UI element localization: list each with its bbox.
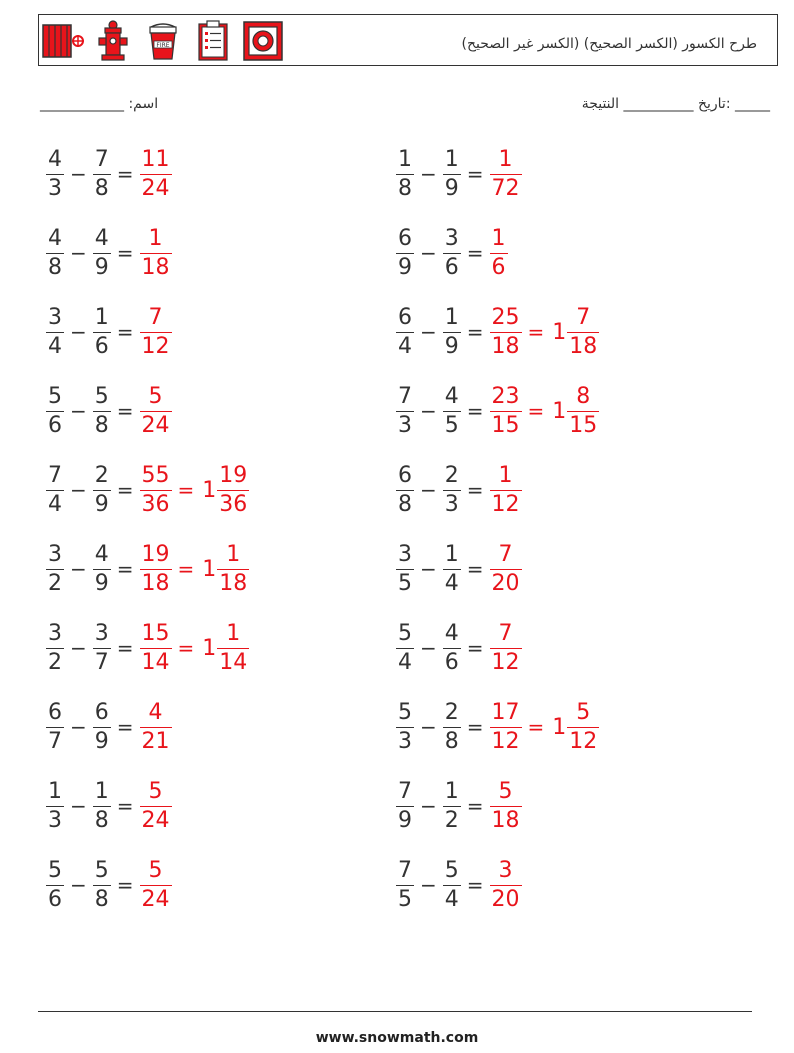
problem-row	[396, 776, 522, 836]
numerator: 7	[498, 541, 513, 567]
minus-sign: −	[70, 478, 87, 502]
fire-bucket-icon	[141, 19, 185, 63]
numerator: 1	[444, 541, 459, 567]
numerator: 3	[48, 620, 62, 646]
numerator: 4	[444, 620, 459, 646]
second-fraction	[93, 541, 111, 596]
equals-sign: =	[116, 636, 134, 660]
minus-sign: −	[420, 399, 437, 423]
mixed-fraction-part	[567, 699, 599, 754]
problem-row	[396, 381, 599, 441]
worksheet-header	[38, 14, 778, 66]
answer-fraction	[490, 225, 508, 280]
header-icons	[41, 19, 285, 63]
equals-sign: =	[466, 636, 484, 660]
numerator: 8	[576, 383, 591, 409]
denominator: 18	[491, 333, 520, 359]
denominator: 12	[491, 728, 520, 754]
numerator: 5	[444, 857, 459, 883]
denominator: 3	[48, 807, 62, 833]
mixed-number-answer	[550, 383, 599, 438]
mixed-number-answer	[200, 620, 249, 675]
second-fraction	[93, 857, 111, 912]
minus-sign: −	[70, 715, 87, 739]
fire-alarm-button-icon	[241, 19, 285, 63]
numerator: 19	[219, 462, 248, 488]
problem-row	[396, 302, 599, 362]
mixed-fraction-part	[567, 383, 599, 438]
denominator: 6	[94, 333, 109, 359]
denominator: 2	[444, 807, 459, 833]
problem-row	[396, 144, 522, 204]
numerator: 5	[94, 857, 109, 883]
denominator: 9	[94, 570, 109, 596]
first-fraction	[46, 383, 64, 438]
numerator: 7	[48, 462, 62, 488]
second-fraction	[443, 225, 461, 280]
answer-fraction	[140, 304, 172, 359]
numerator: 1	[498, 146, 513, 172]
numerator: 5	[398, 620, 412, 646]
minus-sign: −	[420, 794, 437, 818]
problem-row	[46, 144, 172, 204]
equals-sign: =	[466, 241, 484, 265]
answer-fraction	[490, 304, 522, 359]
denominator: 5	[398, 570, 412, 596]
answer-fraction	[490, 778, 522, 833]
numerator: 1	[48, 778, 62, 804]
equals-sign: =	[527, 715, 545, 739]
numerator: 1	[444, 146, 459, 172]
numerator: 23	[491, 383, 520, 409]
denominator: 12	[491, 649, 520, 675]
numerator: 4	[94, 541, 109, 567]
equals-sign: =	[177, 478, 195, 502]
answer-fraction	[490, 462, 522, 517]
answer-fraction	[140, 620, 172, 675]
minus-sign: −	[70, 241, 87, 265]
score-field: __________ النتيجة	[581, 96, 694, 112]
denominator: 4	[444, 886, 459, 912]
equals-sign: =	[177, 636, 195, 660]
minus-sign: −	[420, 873, 437, 897]
answer-fraction	[140, 146, 172, 201]
denominator: 8	[444, 728, 459, 754]
denominator: 3	[48, 175, 62, 201]
equals-sign: =	[466, 320, 484, 344]
second-fraction	[93, 383, 111, 438]
first-fraction	[46, 778, 64, 833]
numerator: 2	[94, 462, 109, 488]
problem-row	[396, 223, 508, 283]
minus-sign: −	[420, 478, 437, 502]
minus-sign: −	[70, 873, 87, 897]
denominator: 14	[141, 649, 170, 675]
denominator: 3	[398, 728, 412, 754]
problem-row	[46, 697, 172, 757]
equals-sign: =	[466, 715, 484, 739]
denominator: 9	[94, 728, 109, 754]
answer-fraction	[490, 857, 522, 912]
second-fraction	[93, 225, 111, 280]
mixed-number-answer	[550, 304, 599, 359]
second-fraction	[93, 778, 111, 833]
minus-sign: −	[420, 241, 437, 265]
denominator: 14	[219, 649, 248, 675]
second-fraction	[443, 146, 461, 201]
mixed-number-answer	[200, 462, 249, 517]
denominator: 21	[141, 728, 170, 754]
answer-fraction	[490, 620, 522, 675]
mixed-fraction-part	[567, 304, 599, 359]
answer-fraction	[140, 699, 172, 754]
equals-sign: =	[466, 557, 484, 581]
denominator: 18	[569, 333, 598, 359]
second-fraction	[93, 462, 111, 517]
fire-hose-reel-icon	[41, 19, 85, 63]
footer-url: www.snowmath.com	[315, 1030, 479, 1046]
denominator: 4	[398, 333, 412, 359]
numerator: 7	[576, 304, 591, 330]
answer-fraction	[490, 146, 522, 201]
denominator: 8	[94, 807, 109, 833]
denominator: 4	[398, 649, 412, 675]
problem-row	[46, 776, 172, 836]
numerator: 1	[498, 462, 513, 488]
date-field: _____ :تاريخ	[697, 96, 770, 112]
numerator: 1	[94, 304, 109, 330]
denominator: 12	[141, 333, 170, 359]
first-fraction	[46, 304, 64, 359]
answer-fraction	[140, 383, 172, 438]
denominator: 18	[141, 254, 170, 280]
problem-row	[46, 460, 249, 520]
answer-fraction	[140, 462, 172, 517]
first-fraction	[46, 225, 64, 280]
numerator: 4	[48, 146, 62, 172]
answer-fraction	[490, 699, 522, 754]
denominator: 8	[94, 175, 109, 201]
second-fraction	[93, 699, 111, 754]
numerator: 1	[444, 778, 459, 804]
equals-sign: =	[116, 557, 134, 581]
whole-part: 1	[202, 635, 217, 661]
denominator: 5	[398, 886, 412, 912]
equals-sign: =	[466, 478, 484, 502]
denominator: 24	[141, 412, 170, 438]
numerator: 1	[94, 778, 109, 804]
numerator: 4	[444, 383, 459, 409]
first-fraction	[396, 857, 414, 912]
denominator: 8	[398, 491, 412, 517]
minus-sign: −	[70, 399, 87, 423]
denominator: 20	[491, 570, 520, 596]
problem-row	[396, 618, 522, 678]
minus-sign: −	[70, 557, 87, 581]
bucket-label: FIRE	[156, 42, 170, 49]
numerator: 7	[498, 620, 513, 646]
checklist-clipboard-icon	[191, 19, 235, 63]
numerator: 11	[141, 146, 170, 172]
numerator: 6	[48, 699, 62, 725]
second-fraction	[93, 146, 111, 201]
denominator: 2	[48, 570, 62, 596]
numerator: 19	[141, 541, 170, 567]
denominator: 3	[444, 491, 459, 517]
first-fraction	[46, 462, 64, 517]
numerator: 5	[398, 699, 412, 725]
denominator: 15	[491, 412, 520, 438]
minus-sign: −	[420, 715, 437, 739]
first-fraction	[46, 541, 64, 596]
mixed-fraction-part	[217, 462, 249, 517]
problem-row	[46, 855, 172, 915]
second-fraction	[443, 462, 461, 517]
second-fraction	[443, 857, 461, 912]
answer-fraction	[490, 541, 522, 596]
equals-sign: =	[116, 399, 134, 423]
minus-sign: −	[70, 162, 87, 186]
numerator: 6	[398, 225, 412, 251]
mixed-number-answer	[550, 699, 599, 754]
numerator: 2	[444, 699, 459, 725]
mixed-number-answer	[200, 541, 249, 596]
answer-fraction	[490, 383, 522, 438]
first-fraction	[396, 778, 414, 833]
problem-row	[46, 302, 172, 362]
denominator: 8	[94, 886, 109, 912]
numerator: 1	[148, 225, 163, 251]
equals-sign: =	[116, 873, 134, 897]
numerator: 5	[148, 383, 163, 409]
denominator: 24	[141, 807, 170, 833]
denominator: 7	[94, 649, 109, 675]
denominator: 24	[141, 886, 170, 912]
first-fraction	[396, 383, 414, 438]
mixed-fraction-part	[217, 620, 249, 675]
equals-sign: =	[116, 241, 134, 265]
whole-part: 1	[552, 714, 567, 740]
denominator: 72	[491, 175, 520, 201]
numerator: 3	[94, 620, 109, 646]
first-fraction	[46, 857, 64, 912]
equals-sign: =	[466, 794, 484, 818]
denominator: 9	[444, 333, 459, 359]
equals-sign: =	[116, 162, 134, 186]
equals-sign: =	[116, 715, 134, 739]
denominator: 24	[141, 175, 170, 201]
minus-sign: −	[420, 320, 437, 344]
fire-hydrant-icon	[91, 19, 135, 63]
footer-divider	[38, 1011, 752, 1012]
denominator: 36	[219, 491, 248, 517]
denominator: 9	[94, 254, 109, 280]
denominator: 6	[48, 886, 62, 912]
minus-sign: −	[70, 636, 87, 660]
problem-row	[46, 381, 172, 441]
problem-row	[46, 618, 249, 678]
problem-row	[396, 539, 522, 599]
numerator: 6	[94, 699, 109, 725]
numerator: 7	[398, 383, 412, 409]
numerator: 1	[444, 304, 459, 330]
denominator: 8	[398, 175, 412, 201]
equals-sign: =	[466, 162, 484, 186]
numerator: 25	[491, 304, 520, 330]
numerator: 7	[148, 304, 163, 330]
first-fraction	[396, 146, 414, 201]
equals-sign: =	[527, 399, 545, 423]
whole-part: 1	[552, 398, 567, 424]
denominator: 20	[491, 886, 520, 912]
denominator: 9	[398, 807, 412, 833]
denominator: 18	[491, 807, 520, 833]
numerator: 5	[48, 383, 62, 409]
denominator: 7	[48, 728, 62, 754]
numerator: 1	[491, 225, 506, 251]
numerator: 3	[398, 541, 412, 567]
whole-part: 1	[202, 556, 217, 582]
numerator: 1	[226, 620, 241, 646]
numerator: 55	[141, 462, 170, 488]
numerator: 4	[94, 225, 109, 251]
equals-sign: =	[116, 320, 134, 344]
numerator: 2	[444, 462, 459, 488]
numerator: 6	[398, 462, 412, 488]
denominator: 12	[491, 491, 520, 517]
second-fraction	[443, 383, 461, 438]
first-fraction	[46, 620, 64, 675]
second-fraction	[93, 620, 111, 675]
equals-sign: =	[466, 873, 484, 897]
answer-fraction	[140, 541, 172, 596]
date-score-line	[582, 96, 770, 112]
minus-sign: −	[70, 794, 87, 818]
numerator: 7	[398, 778, 412, 804]
denominator: 6	[491, 254, 506, 280]
denominator: 3	[398, 412, 412, 438]
problem-row	[396, 460, 522, 520]
numerator: 3	[48, 541, 62, 567]
numerator: 6	[398, 304, 412, 330]
whole-part: 1	[202, 477, 217, 503]
numerator: 7	[398, 857, 412, 883]
problem-row	[46, 223, 172, 283]
first-fraction	[396, 462, 414, 517]
numerator: 5	[148, 778, 163, 804]
denominator: 9	[398, 254, 412, 280]
numerator: 15	[141, 620, 170, 646]
numerator: 7	[94, 146, 109, 172]
denominator: 5	[444, 412, 459, 438]
numerator: 5	[498, 778, 513, 804]
second-fraction	[443, 699, 461, 754]
equals-sign: =	[116, 478, 134, 502]
problem-row	[46, 539, 249, 599]
second-fraction	[443, 541, 461, 596]
denominator: 4	[48, 333, 62, 359]
first-fraction	[46, 146, 64, 201]
numerator: 4	[48, 225, 62, 251]
numerator: 3	[48, 304, 62, 330]
numerator: 5	[576, 699, 591, 725]
first-fraction	[396, 620, 414, 675]
numerator: 1	[226, 541, 241, 567]
denominator: 6	[444, 254, 459, 280]
denominator: 6	[48, 412, 62, 438]
denominator: 8	[48, 254, 62, 280]
denominator: 2	[48, 649, 62, 675]
numerator: 5	[148, 857, 163, 883]
numerator: 1	[398, 146, 412, 172]
first-fraction	[46, 699, 64, 754]
numerator: 5	[48, 857, 62, 883]
second-fraction	[443, 304, 461, 359]
problem-row	[396, 697, 599, 757]
denominator: 18	[219, 570, 248, 596]
denominator: 15	[569, 412, 598, 438]
numerator: 4	[148, 699, 163, 725]
equals-sign: =	[177, 557, 195, 581]
denominator: 9	[94, 491, 109, 517]
equals-sign: =	[466, 399, 484, 423]
denominator: 8	[94, 412, 109, 438]
minus-sign: −	[420, 557, 437, 581]
denominator: 4	[444, 570, 459, 596]
minus-sign: −	[420, 162, 437, 186]
denominator: 18	[141, 570, 170, 596]
problem-row	[396, 855, 522, 915]
denominator: 4	[48, 491, 62, 517]
numerator: 3	[444, 225, 459, 251]
mixed-fraction-part	[217, 541, 249, 596]
answer-fraction	[140, 778, 172, 833]
numerator: 3	[498, 857, 513, 883]
first-fraction	[396, 541, 414, 596]
answer-fraction	[140, 225, 172, 280]
denominator: 12	[569, 728, 598, 754]
numerator: 5	[94, 383, 109, 409]
first-fraction	[396, 225, 414, 280]
worksheet-title: طرح الكسور (الكسر الصحيح) (الكسر غير الصحيح)	[461, 36, 757, 52]
second-fraction	[443, 620, 461, 675]
second-fraction	[93, 304, 111, 359]
denominator: 9	[444, 175, 459, 201]
second-fraction	[443, 778, 461, 833]
equals-sign: =	[116, 794, 134, 818]
name-field: اسم: ____________	[40, 96, 159, 112]
first-fraction	[396, 699, 414, 754]
denominator: 6	[444, 649, 459, 675]
whole-part: 1	[552, 319, 567, 345]
minus-sign: −	[420, 636, 437, 660]
first-fraction	[396, 304, 414, 359]
minus-sign: −	[70, 320, 87, 344]
denominator: 36	[141, 491, 170, 517]
answer-fraction	[140, 857, 172, 912]
equals-sign: =	[527, 320, 545, 344]
numerator: 17	[491, 699, 520, 725]
